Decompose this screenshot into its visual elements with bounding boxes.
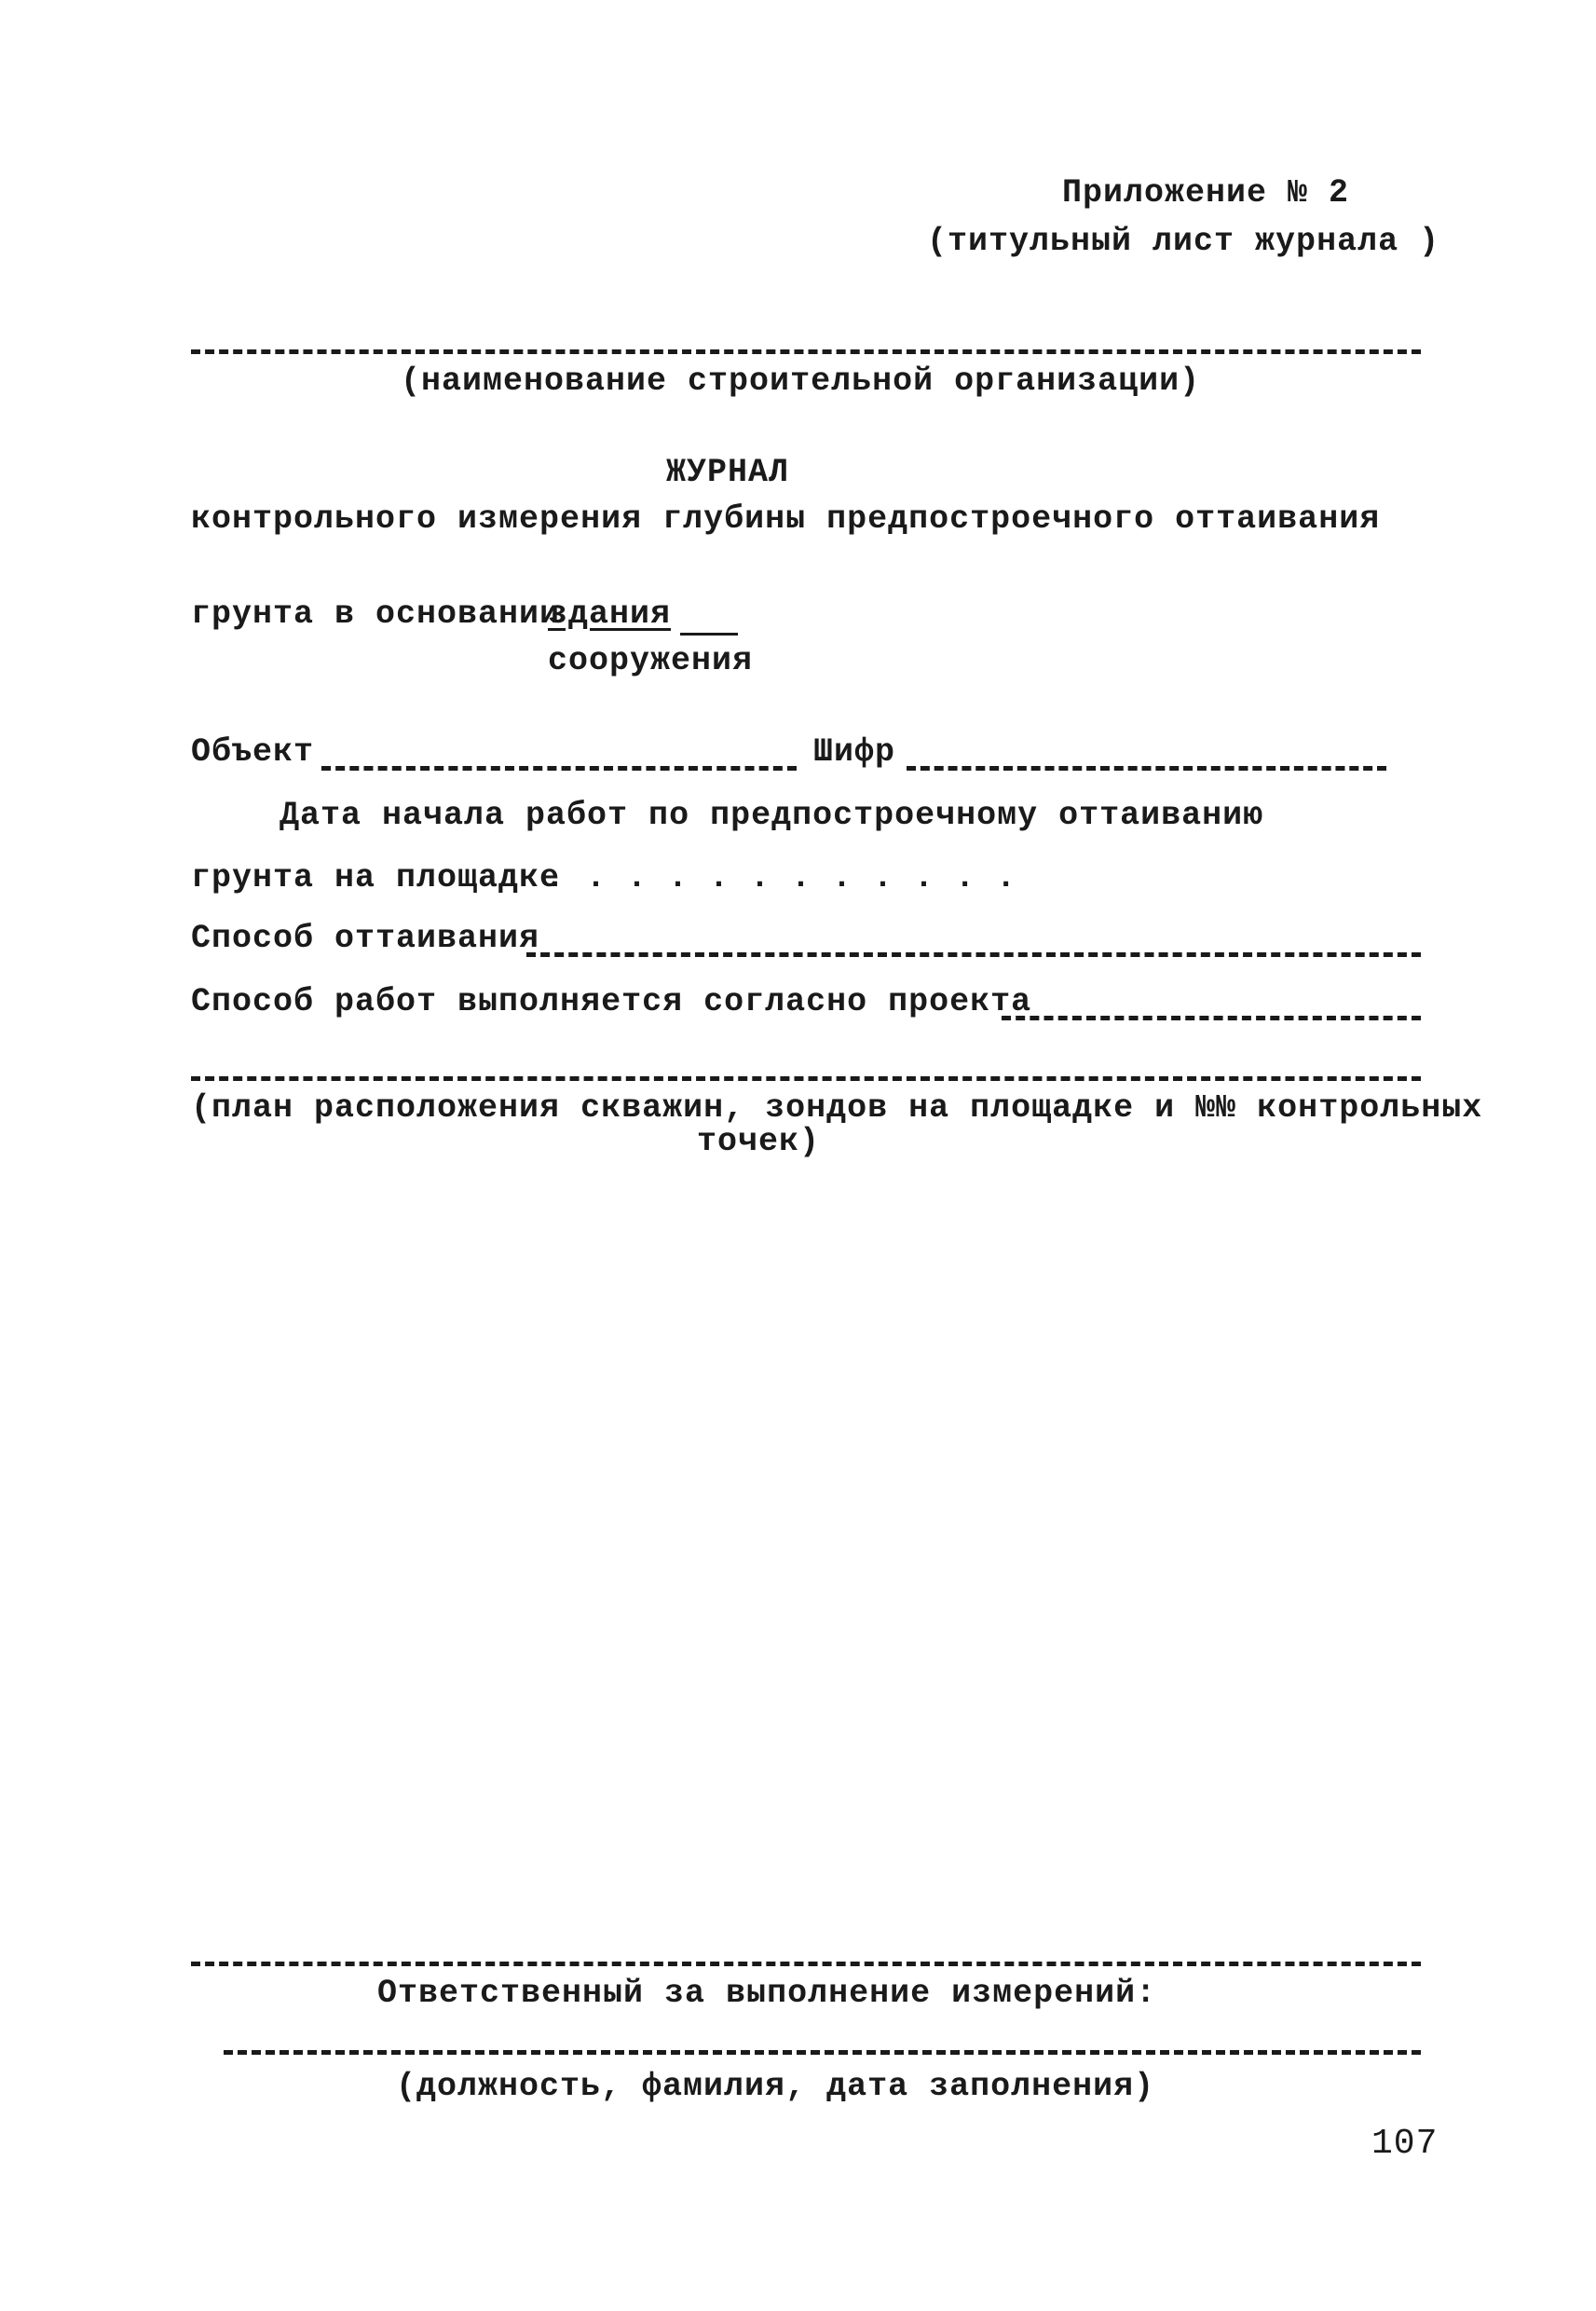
plan-caption-line1: (план расположения скважин, зондов на площадке и №№ контрольных [191,1089,1483,1127]
organization-line [191,349,1421,354]
start-date-line2: грунта на площадке [191,859,561,896]
journal-option-structure: сооружения [548,642,754,679]
object-label: Объект [191,733,315,771]
responsible-label: Ответственный за выполнение измерений: [377,1975,1157,2012]
journal-option-building: здания [548,595,672,633]
cipher-label: Шифр [813,733,896,771]
method-label: Способ оттаивания [191,920,540,957]
responsible-caption: (должность, фамилия, дата заполнения) [396,2068,1155,2105]
cipher-field-line [907,766,1386,771]
plan-caption-line2: точек) [697,1123,821,1160]
method-field-line [526,952,1421,957]
journal-subject-line: контрольного измерения глубины предпостроечного оттаивания [191,500,1381,538]
journal-ground-prefix: грунта в основании [191,595,561,633]
object-field-line [321,766,797,771]
organization-caption: (наименование строительной организации) [401,362,1201,400]
start-date-line1: Дата начала работ по предпостроечному оттаиванию [280,797,1264,834]
project-label: Способ работ выполняется согласно проекта [191,983,1032,1020]
plan-line [191,1076,1421,1081]
appendix-subtitle: (титульный лист журнала ) [927,223,1440,260]
responsible-signature-line [224,2050,1421,2055]
start-date-dots: . . . . . . . . . . . . [545,859,1017,896]
page-number: 107 [1371,2124,1439,2164]
journal-heading: ЖУРНАЛ [666,454,790,491]
responsible-line-top [191,1962,1421,1966]
appendix-title: Приложение № 2 [1062,174,1350,212]
project-field-line [1002,1016,1421,1020]
option-underline-extension [680,633,738,636]
